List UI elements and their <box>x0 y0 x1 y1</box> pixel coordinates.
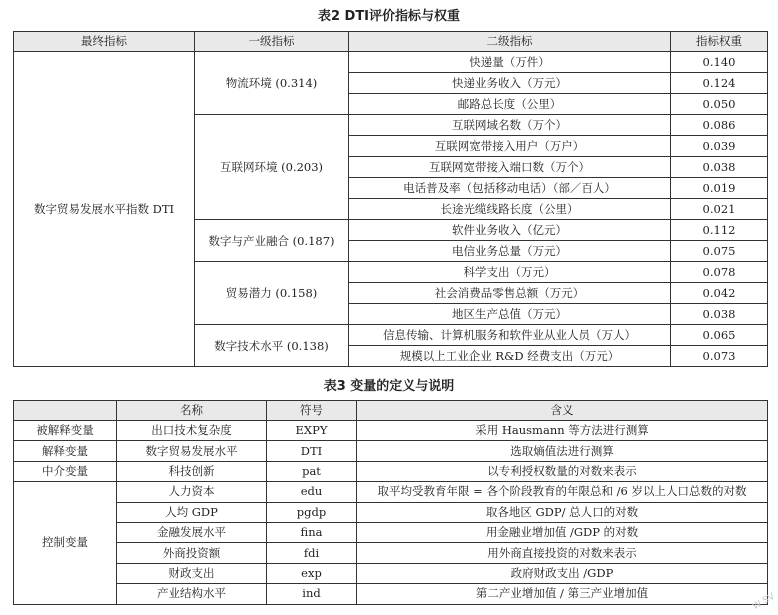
weight-cell: 0.021 <box>671 199 768 220</box>
variable-definition-table <box>13 400 768 605</box>
weight-cell: 0.065 <box>671 325 768 346</box>
meaning-cell: 以专利授权数量的对数来表示 <box>357 461 768 481</box>
symbol-cell: fina <box>267 522 357 542</box>
table-row <box>14 502 768 522</box>
table2-header-level2: 二级指标 <box>349 32 671 52</box>
control-category-cell: 控制变量 <box>14 482 117 604</box>
variable-name-cell: 科技创新 <box>117 461 267 481</box>
weight-cell: 0.038 <box>671 304 768 325</box>
table3-header-name: 名称 <box>117 401 267 421</box>
table-row <box>14 52 768 73</box>
table-row <box>14 482 768 502</box>
level1-cell: 贸易潜力 (0.158) <box>195 262 349 325</box>
weight-cell: 0.039 <box>671 136 768 157</box>
symbol-cell: pat <box>267 461 357 481</box>
level2-cell: 规模以上工业企业 R&D 经费支出（万元） <box>349 346 671 367</box>
meaning-cell: 用金融业增加值 /GDP 的对数 <box>357 522 768 542</box>
table2-header-weight: 指标权重 <box>671 32 768 52</box>
level2-cell: 信息传输、计算机服务和软件业从业人员（万人） <box>349 325 671 346</box>
weight-cell: 0.019 <box>671 178 768 199</box>
symbol-cell: DTI <box>267 441 357 461</box>
level2-cell: 互联网宽带接入端口数（万个） <box>349 157 671 178</box>
symbol-cell: pgdp <box>267 502 357 522</box>
table-row <box>14 461 768 481</box>
weight-cell: 0.078 <box>671 262 768 283</box>
weight-cell: 0.038 <box>671 157 768 178</box>
table3-header-symbol: 符号 <box>267 401 357 421</box>
weight-cell: 0.086 <box>671 115 768 136</box>
variable-name-cell: 金融发展水平 <box>117 522 267 542</box>
meaning-cell: 取平均受教育年限 = 各个阶段教育的年限总和 /6 岁以上人口总数的对数 <box>357 482 768 502</box>
variable-name-cell: 财政支出 <box>117 563 267 583</box>
level2-cell: 地区生产总值（万元） <box>349 304 671 325</box>
symbol-cell: exp <box>267 563 357 583</box>
level1-cell: 物流环境 (0.314) <box>195 52 349 115</box>
level1-cell: 数字技术水平 (0.138) <box>195 325 349 367</box>
table2-header-level1: 一级指标 <box>195 32 349 52</box>
variable-name-cell: 人力资本 <box>117 482 267 502</box>
meaning-cell: 选取熵值法进行测算 <box>357 441 768 461</box>
table-row <box>14 543 768 563</box>
level2-cell: 邮路总长度（公里） <box>349 94 671 115</box>
symbol-cell: EXPY <box>267 421 357 441</box>
symbol-cell: ind <box>267 584 357 604</box>
meaning-cell: 用外商直接投资的对数来表示 <box>357 543 768 563</box>
weight-cell: 0.050 <box>671 94 768 115</box>
table3-header-category <box>14 401 117 421</box>
table-row <box>14 522 768 542</box>
level2-cell: 电话普及率（包括移动电话）（部／百人） <box>349 178 671 199</box>
final-indicator-cell: 数字贸易发展水平指数 DTI <box>14 52 195 367</box>
table2-caption: 表2 DTI评价指标与权重 <box>317 9 461 24</box>
level2-cell: 电信业务总量（万元） <box>349 241 671 262</box>
level2-cell: 互联网宽带接入用户（万户） <box>349 136 671 157</box>
variable-name-cell: 数字贸易发展水平 <box>117 441 267 461</box>
weight-cell: 0.140 <box>671 52 768 73</box>
table-row <box>14 563 768 583</box>
variable-name-cell: 出口技术复杂度 <box>117 421 267 441</box>
category-cell: 中介变量 <box>14 461 117 481</box>
level2-cell: 快递量（万件） <box>349 52 671 73</box>
meaning-cell: 采用 Hausmann 等方法进行测算 <box>357 421 768 441</box>
category-cell: 被解释变量 <box>14 421 117 441</box>
meaning-cell: 取各地区 GDP/ 总人口的对数 <box>357 502 768 522</box>
level1-cell: 数字与产业融合 (0.187) <box>195 220 349 262</box>
level1-cell: 互联网环境 (0.203) <box>195 115 349 220</box>
level2-cell: 长途光缆线路长度（公里） <box>349 199 671 220</box>
table-row <box>14 421 768 441</box>
variable-name-cell: 外商投资额 <box>117 543 267 563</box>
level2-cell: 社会消费品零售总额（万元） <box>349 283 671 304</box>
variable-name-cell: 产业结构水平 <box>117 584 267 604</box>
weight-cell: 0.075 <box>671 241 768 262</box>
table3-caption: 表3 变量的定义与说明 <box>323 379 455 394</box>
weight-cell: 0.073 <box>671 346 768 367</box>
level2-cell: 快递业务收入（万元） <box>349 73 671 94</box>
level2-cell: 互联网域名数（万个） <box>349 115 671 136</box>
watermark: W SV <box>751 591 777 613</box>
weight-cell: 0.112 <box>671 220 768 241</box>
weight-cell: 0.042 <box>671 283 768 304</box>
symbol-cell: edu <box>267 482 357 502</box>
weight-cell: 0.124 <box>671 73 768 94</box>
category-cell: 解释变量 <box>14 441 117 461</box>
table2-header-final: 最终指标 <box>14 32 195 52</box>
meaning-cell: 政府财政支出 /GDP <box>357 563 768 583</box>
meaning-cell: 第二产业增加值 / 第三产业增加值 <box>357 584 768 604</box>
table-row <box>14 441 768 461</box>
table-row <box>14 584 768 604</box>
table3-header-meaning: 含义 <box>357 401 768 421</box>
symbol-cell: fdi <box>267 543 357 563</box>
level2-cell: 软件业务收入（亿元） <box>349 220 671 241</box>
level2-cell: 科学支出（万元） <box>349 262 671 283</box>
dti-indicator-table <box>13 31 768 367</box>
variable-name-cell: 人均 GDP <box>117 502 267 522</box>
